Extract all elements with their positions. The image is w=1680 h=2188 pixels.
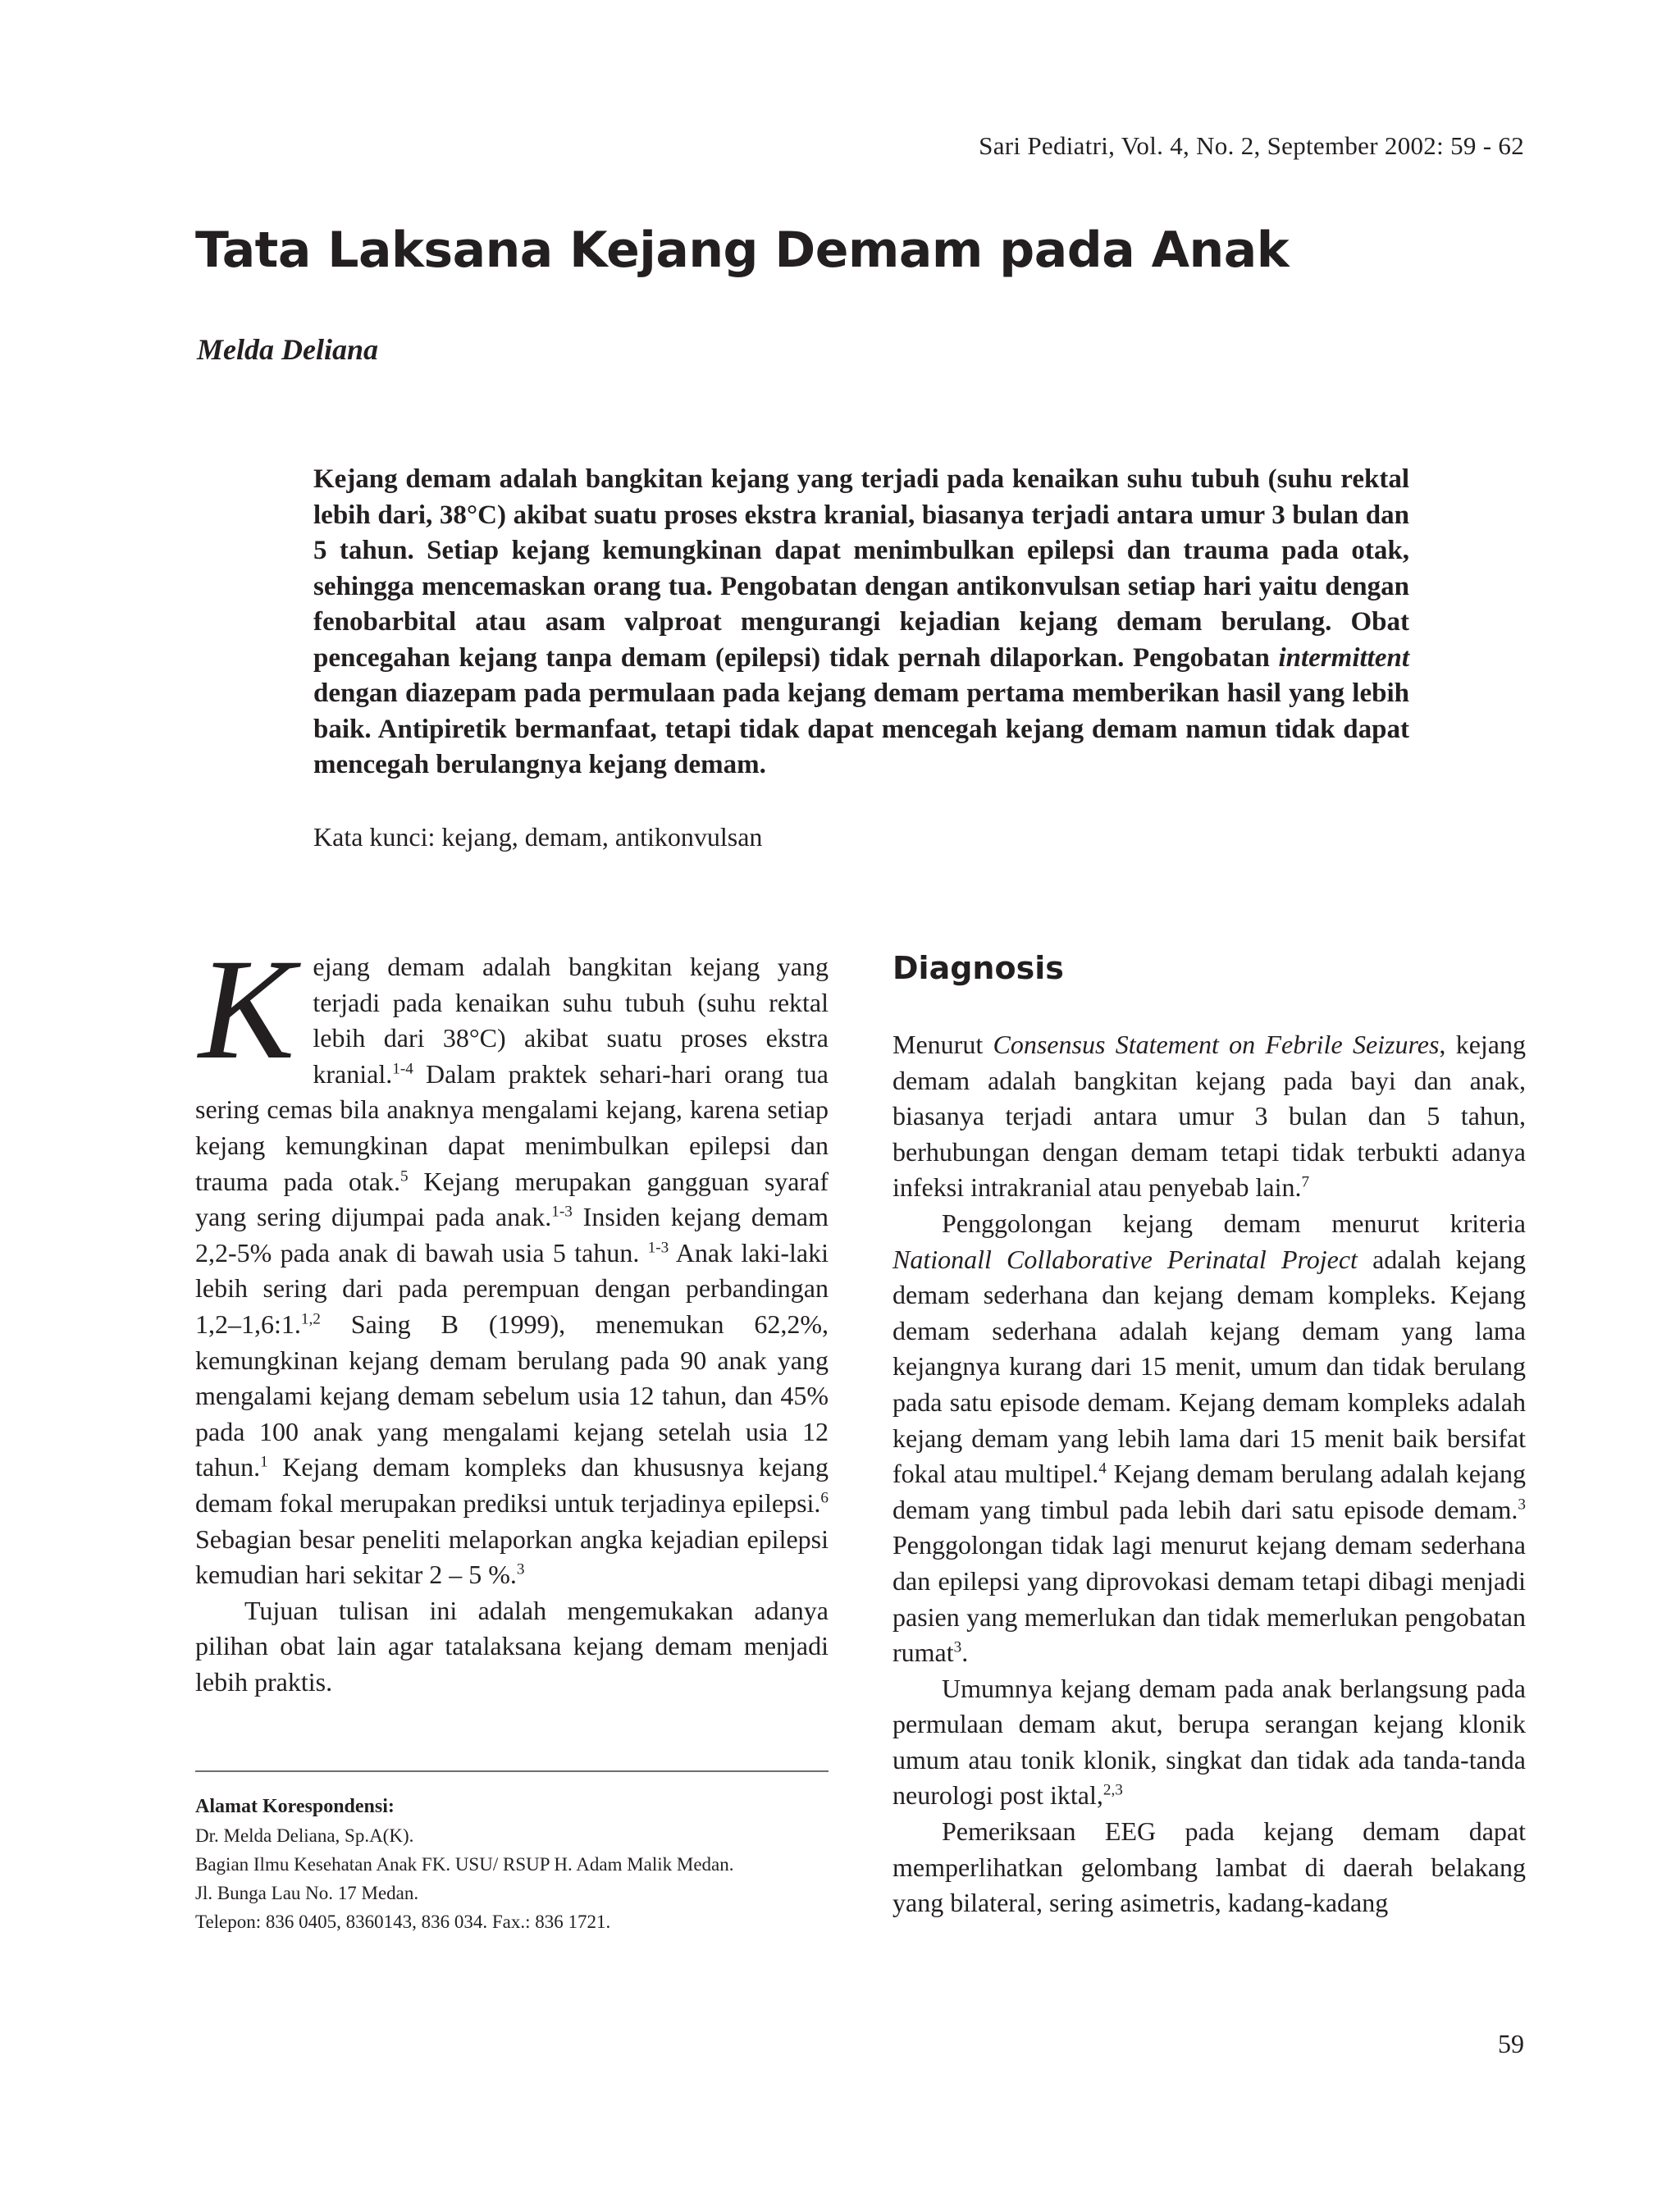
- drop-cap: K: [199, 930, 295, 1089]
- abstract: [313, 462, 1409, 783]
- abstract-italic-term: intermittent: [1278, 642, 1409, 673]
- text-run: adalah kejang demam sederhana dan kejang demam kompleks. Kejang demam sederhana adalah kejang demam yang lama kejangnya kurang dari 15 menit, umum dan tidak berulang pada satu episode demam. Kejang demam kompleks adalah kejang demam yang lebih lama dari 15 menit baik bersifat fokal atau multipel.: [892, 1244, 1527, 1489]
- text-run: Saing B (1999), menemukan 62,2%, kemungkinan kejang demam berulang pada 90 anak yang mengalami kejang demam sebelum usia 12 tahun, dan 45% pada 100 anak yang mengalami kejang setelah usia 12 tahun.: [195, 1309, 829, 1482]
- page-number: 59: [1498, 2029, 1524, 2058]
- footnote-divider: [195, 1770, 829, 1772]
- citation: 1,2: [300, 1310, 321, 1328]
- text-run: Penggolongan kejang demam menurut kriteria: [942, 1208, 1526, 1238]
- diagnosis-paragraph-2: [892, 1206, 1526, 1671]
- citation: 1-3: [551, 1203, 573, 1221]
- text-run: Penggolongan tidak lagi menurut kejang demam sederhana dan epilepsi yang diprovokasi demam tetapi dibagi menjadi pasien yang memerlukan dan tidak memerlukan pengobatan rumat: [892, 1530, 1526, 1668]
- section-heading-diagnosis: Diagnosis: [892, 950, 1064, 986]
- italic-term: Consensus Statement on Febrile Seizures: [993, 1030, 1440, 1059]
- correspondence-line: Dr. Melda Deliana, Sp.A(K).: [195, 1825, 414, 1846]
- text-run: Umumnya kejang demam pada anak berlangsung pada permulaan demam akut, berupa serangan kejang klonik umum atau tonik klonik, singkat dan tidak ada tanda-tanda neurologi post iktal,: [892, 1673, 1526, 1811]
- citation: 2,3: [1102, 1781, 1123, 1799]
- text-run: Insiden kejang demam 2,2-5% pada anak di bawah usia 5 tahun.: [195, 1202, 829, 1268]
- keywords: Kata kunci: kejang, demam, antikonvulsan: [313, 822, 763, 852]
- intro-paragraph: [195, 930, 829, 1593]
- citation: 4: [1098, 1459, 1107, 1478]
- citation: 1: [260, 1453, 268, 1471]
- correspondence-line: Telepon: 836 0405, 8360143, 836 034. Fax.: 836 1721.: [195, 1912, 611, 1932]
- citation: 3: [953, 1638, 962, 1656]
- author-name: Melda Deliana: [197, 333, 378, 366]
- text-run: ejang demam adalah bangkitan kejang yang terjadi pada kenaikan suhu tubuh (suhu rektal lebih dari 38°C) akibat suatu proses ekstra kranial.: [313, 952, 829, 1089]
- right-column: [892, 1027, 1526, 1921]
- text-run: Kejang merupakan gangguan syaraf yang sering dijumpai pada anak.: [195, 1166, 829, 1232]
- abstract-text: Kejang demam adalah bangkitan kejang yang terjadi pada kenaikan suhu tubuh (suhu rektal lebih dari, 38°C) akibat suatu proses ekstra kranial, biasanya terjadi antara umur 3 bulan dan 5 tahun. Setiap kejang kemungkinan dapat menimbulkan epilepsi dan trauma pada otak, sehingga mencemaskan orang tua. Pengobatan dengan antikonvulsan setiap hari yaitu dengan fenobarbital atau asam valproat mengurangi kejadian kejang demam berulang. Obat pencegahan kejang tanpa demam (epilepsi) tidak pernah dilaporkan. Pengobatan: [313, 464, 1409, 673]
- citation: 5: [399, 1167, 409, 1185]
- citation: 3: [516, 1560, 525, 1578]
- purpose-paragraph: Tujuan tulisan ini adalah mengemukakan adanya pilihan obat lain agar tatalaksana kejang demam menjadi lebih praktis.: [195, 1595, 829, 1697]
- journal-reference: Sari Pediatri, Vol. 4, No. 2, September 2002: 59 - 62: [979, 131, 1524, 160]
- correspondence-block: [195, 1793, 851, 1936]
- diagnosis-paragraph-1: [892, 1027, 1526, 1206]
- left-column: [195, 930, 829, 1700]
- text-run: , kejang demam adalah bangkitan kejang pada bayi dan anak, biasanya terjadi antara umur 3 bulan dan 5 tahun, berhubungan dengan demam tetapi tidak terbukti adanya infeksi intrakranial atau penyebab lain.: [892, 1030, 1527, 1203]
- text-run: Dalam praktek sehari-hari orang tua sering cemas bila anaknya mengalami kejang, karena setiap kejang kemungkinan dapat menimbulkan epilepsi dan trauma pada otak.: [195, 1058, 829, 1196]
- italic-term: Nationall Collaborative Perinatal Project: [892, 1244, 1358, 1274]
- citation: 3: [1518, 1496, 1526, 1514]
- text-run: Sebagian besar peneliti melaporkan angka kejadian epilepsi kemudian hari sekitar 2 – 5 %.: [195, 1523, 829, 1590]
- text-run: Kejang demam berulang adalah kejang demam yang timbul pada lebih dari satu episode demam.: [892, 1459, 1526, 1524]
- citation: 6: [820, 1489, 829, 1507]
- correspondence-line: Jl. Bunga Lau No. 17 Medan.: [195, 1883, 419, 1903]
- diagnosis-paragraph-3: [892, 1671, 1526, 1814]
- correspondence-line: Bagian Ilmu Kesehatan Anak FK. USU/ RSUP H. Adam Malik Medan.: [195, 1854, 734, 1875]
- text-run: .: [961, 1638, 969, 1668]
- text-run: Kejang demam kompleks dan khususnya kejang demam fokal merupakan prediksi untuk terjadinya epilepsi.: [195, 1452, 829, 1518]
- citation: 7: [1301, 1173, 1310, 1191]
- citation: 1-4: [392, 1060, 413, 1078]
- abstract-text-end: dengan diazepam pada permulaan pada kejang demam pertama memberikan hasil yang lebih baik. Antipiretik bermanfaat, tetapi tidak dapat mencegah kejang demam namun tidak dapat mencegah berulangnya kejang demam.: [313, 678, 1409, 779]
- citation: 1-3: [647, 1239, 669, 1257]
- text-run: Anak laki-laki lebih sering dari pada perempuan dengan perbandingan 1,2–1,6:1.: [195, 1237, 829, 1339]
- text-run: Menurut: [892, 1030, 993, 1059]
- article-title: Tata Laksana Kejang Demam pada Anak: [195, 222, 1290, 279]
- correspondence-heading: Alamat Korespondensi:: [195, 1796, 395, 1817]
- diagnosis-paragraph-4: Pemeriksaan EEG pada kejang demam dapat memperlihatkan gelombang lambat di daerah belakang yang bilateral, sering asimetris, kadang-kadang: [892, 1816, 1526, 1918]
